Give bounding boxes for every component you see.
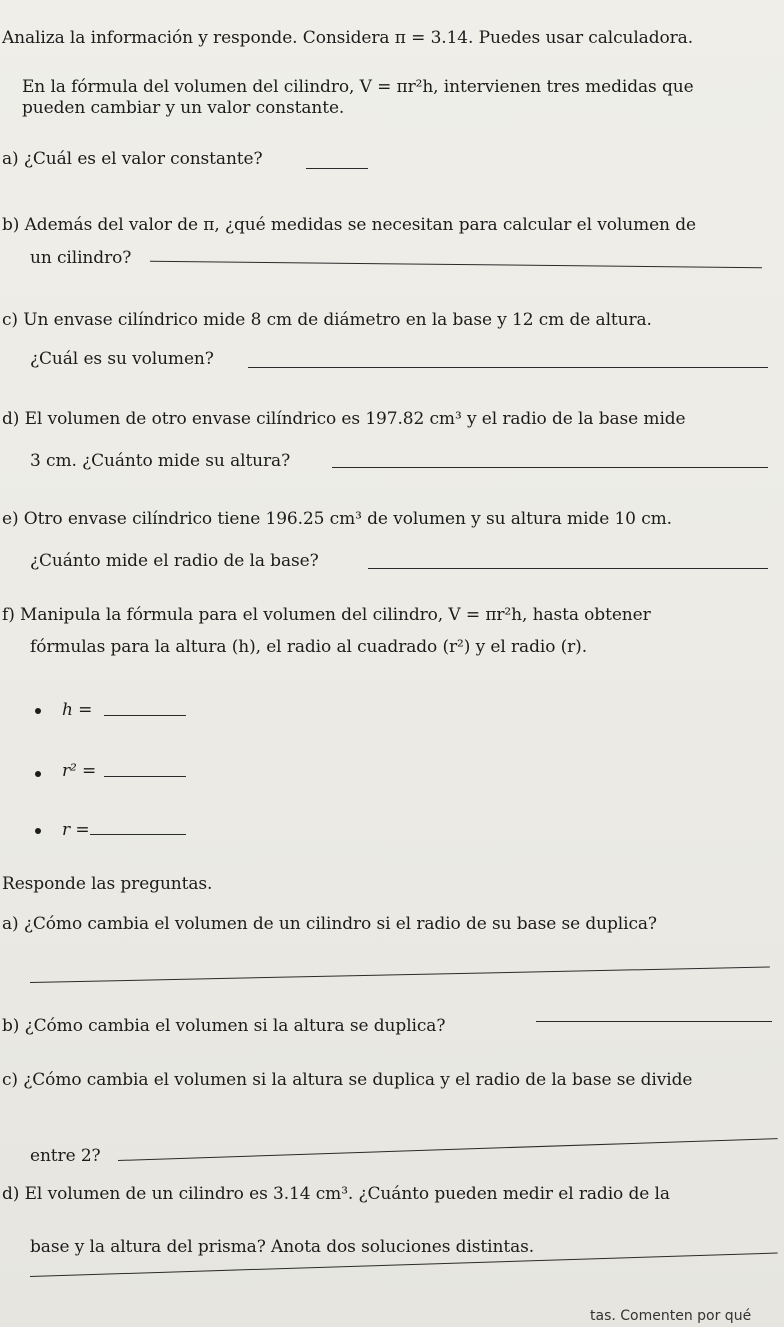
bullet-r2 bbox=[35, 771, 41, 777]
bullet-r bbox=[35, 828, 41, 834]
answer-blank-b[interactable] bbox=[150, 261, 762, 268]
answer-blank-e[interactable] bbox=[368, 568, 768, 569]
intro-line-1: En la fórmula del volumen del cilindro, V = πr²h, intervienen tres medidas que bbox=[22, 77, 694, 97]
question-d-line-1: d) El volumen de otro envase cilíndrico es 197.82 cm³ y el radio de la base mide bbox=[2, 409, 686, 429]
part2-answer-blank-a[interactable] bbox=[30, 967, 770, 983]
part2-answer-blank-c[interactable] bbox=[118, 1138, 778, 1161]
instructions: Analiza la información y responde. Considera π = 3.14. Puedes usar calculadora. bbox=[2, 28, 694, 48]
question-e-line-2: ¿Cuánto mide el radio de la base? bbox=[30, 551, 319, 571]
section-2-title: Responde las preguntas. bbox=[2, 874, 213, 894]
formula-r2-label: r² = bbox=[62, 761, 97, 781]
intro-line-2: pueden cambiar y un valor constante. bbox=[22, 98, 345, 118]
formula-r-label: r = bbox=[62, 820, 90, 840]
formula-h-label: h = bbox=[62, 700, 93, 720]
question-f-line-1: f) Manipula la fórmula para el volumen del cilindro, V = πr²h, hasta obtener bbox=[2, 605, 651, 625]
question-e-line-1: e) Otro envase cilíndrico tiene 196.25 cm³ de volumen y su altura mide 10 cm. bbox=[2, 509, 672, 529]
question-c-line-1: c) Un envase cilíndrico mide 8 cm de diámetro en la base y 12 cm de altura. bbox=[2, 310, 652, 330]
question-b-line-1: b) Además del valor de π, ¿qué medidas se necesitan para calcular el volumen de bbox=[2, 215, 696, 235]
question-f-line-2: fórmulas para la altura (h), el radio al cuadrado (r²) y el radio (r). bbox=[30, 637, 588, 657]
part2-question-d-line-1: d) El volumen de un cilindro es 3.14 cm³. ¿Cuánto pueden medir el radio de la bbox=[2, 1184, 670, 1204]
question-c-line-2: ¿Cuál es su volumen? bbox=[30, 349, 214, 369]
part2-question-d-line-2: base y la altura del prisma? Anota dos soluciones distintas. bbox=[30, 1237, 535, 1257]
answer-blank-h[interactable] bbox=[104, 715, 186, 716]
part2-answer-blank-b[interactable] bbox=[536, 1021, 772, 1022]
part2-question-a: a) ¿Cómo cambia el volumen de un cilindro si el radio de su base se duplica? bbox=[2, 914, 657, 934]
part2-question-c-line-2: entre 2? bbox=[30, 1146, 101, 1166]
answer-blank-d[interactable] bbox=[332, 467, 768, 468]
answer-blank-r[interactable] bbox=[90, 834, 186, 835]
question-b-line-2: un cilindro? bbox=[30, 248, 132, 268]
question-a: a) ¿Cuál es el valor constante? bbox=[2, 149, 263, 169]
bullet-h bbox=[35, 708, 41, 714]
question-d-line-2: 3 cm. ¿Cuánto mide su altura? bbox=[30, 451, 291, 471]
part2-question-c-line-1: c) ¿Cómo cambia el volumen si la altura se duplica y el radio de la base se divide bbox=[2, 1070, 693, 1090]
answer-blank-r2[interactable] bbox=[104, 776, 186, 777]
answer-blank-a[interactable] bbox=[306, 168, 368, 169]
answer-blank-c[interactable] bbox=[248, 367, 768, 368]
part2-question-b: b) ¿Cómo cambia el volumen si la altura se duplica? bbox=[2, 1016, 446, 1036]
footer-fragment: tas. Comenten por qué bbox=[590, 1308, 752, 1324]
